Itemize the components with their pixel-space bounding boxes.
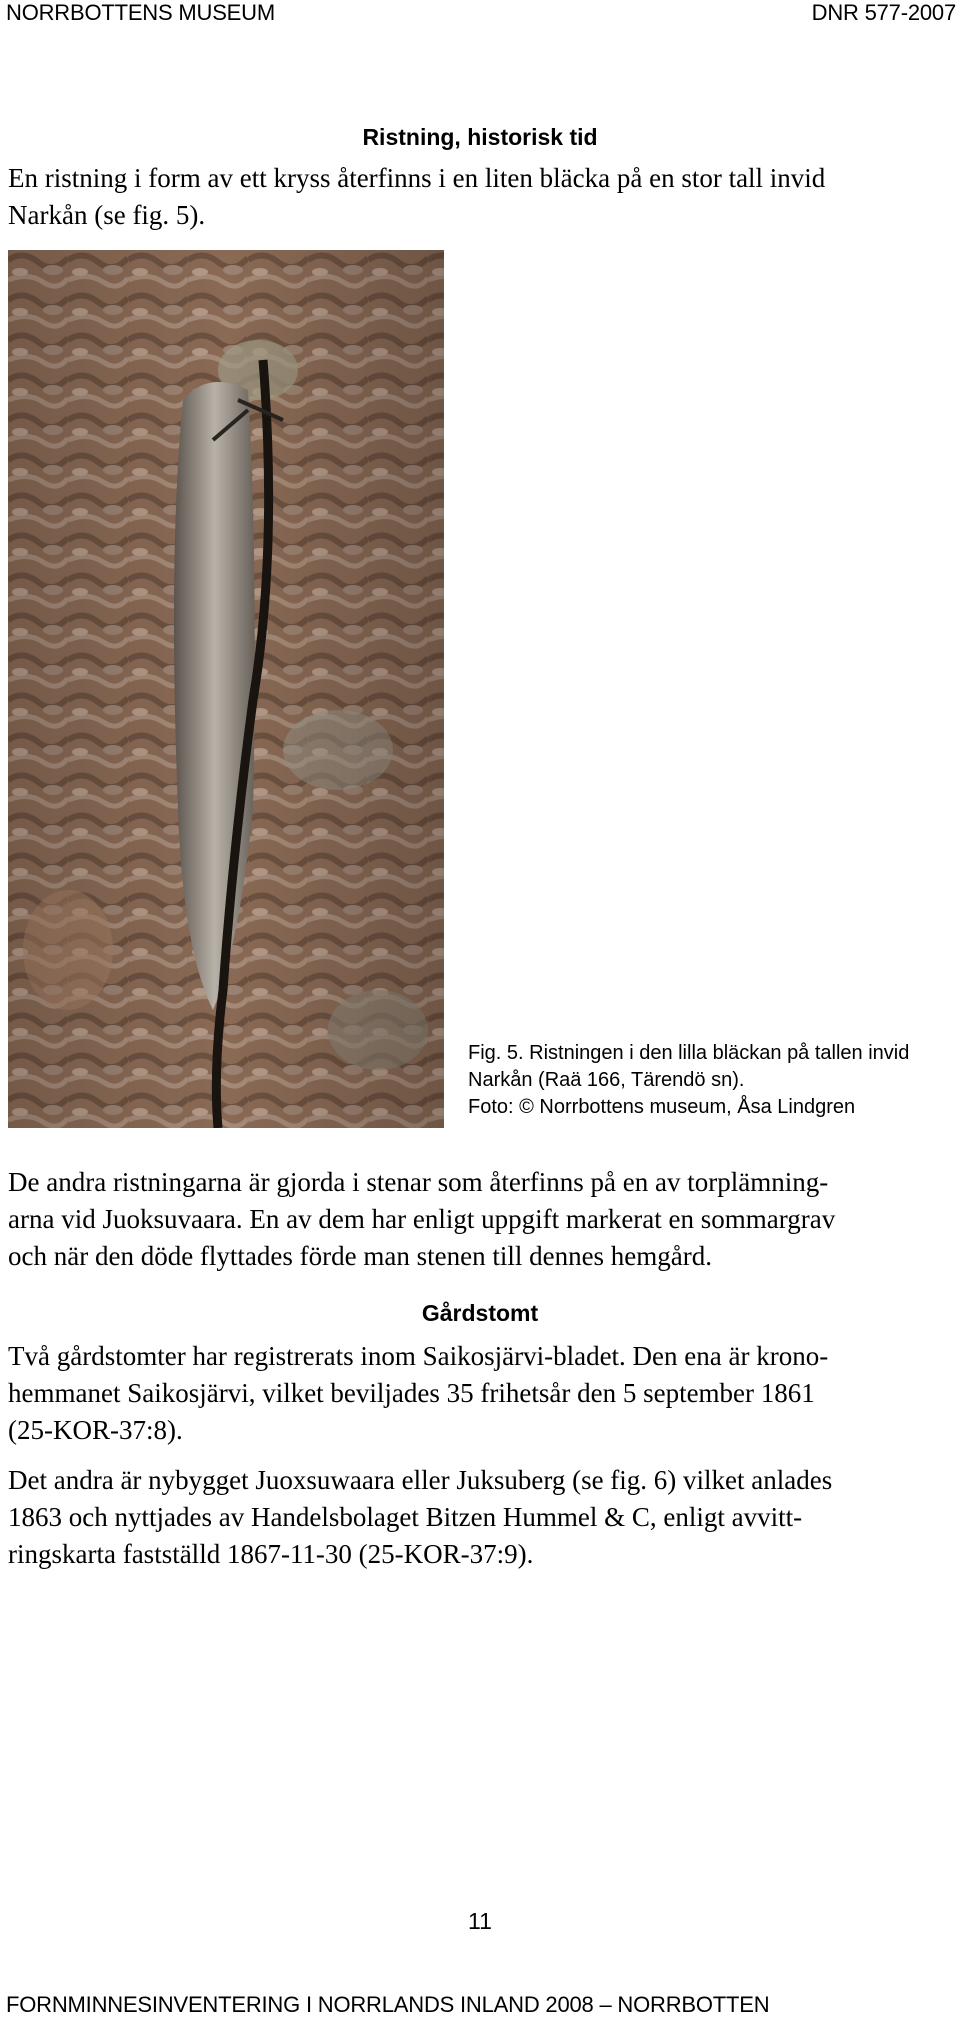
text-line: Narkån (se fig. 5). bbox=[8, 200, 206, 230]
bark-image bbox=[8, 250, 444, 1128]
running-header-right: DNR 577-2007 bbox=[811, 0, 956, 25]
text-line: De andra ristningarna är gjorda i stenar som återfinns på en av torplämning- bbox=[8, 1167, 829, 1197]
text-line: Två gårdstomter har registrerats inom Saikosjärvi-bladet. Den ena är krono- bbox=[8, 1341, 829, 1371]
paragraph-gardstomter bbox=[8, 1338, 956, 1449]
text-line: hemmanet Saikosjärvi, vilket beviljades 35 frihetsår den 5 september 1861 bbox=[8, 1378, 815, 1408]
text-line: arna vid Juoksuvaara. En av dem har enligt uppgift markerat en sommargrav bbox=[8, 1204, 836, 1234]
caption-line: Narkån (Raä 166, Tärendö sn). bbox=[468, 1069, 745, 1091]
caption-line: Foto: © Norrbottens museum, Åsa Lindgren bbox=[468, 1096, 856, 1118]
text-line: En ristning i form av ett kryss återfinns i en liten bläcka på en stor tall invid bbox=[8, 163, 826, 193]
text-line: (25-KOR-37:8). bbox=[8, 1415, 183, 1445]
running-footer: FORNMINNESINVENTERING I NORRLANDS INLAND 2008 – NORRBOTTEN bbox=[6, 1992, 770, 2017]
paragraph-ristning bbox=[8, 160, 956, 234]
page-number: 11 bbox=[468, 1908, 492, 1934]
text-line: Det andra är nybygget Juoxsuwaara eller Juksuberg (se fig. 6) vilket anlades bbox=[8, 1465, 833, 1495]
text-line: ringskarta fastställd 1867-11-30 (25-KOR-37:9). bbox=[8, 1539, 534, 1569]
text-line: 1863 och nyttjades av Handelsbolaget Bitzen Hummel & C, enligt avvitt- bbox=[8, 1502, 803, 1532]
text-line: och när den döde flyttades förde man stenen till dennes hemgård. bbox=[8, 1241, 713, 1271]
paragraph-nybygget bbox=[8, 1462, 956, 1573]
tree-bark-photo bbox=[8, 250, 444, 1128]
running-header-left: NORRBOTTENS MUSEUM bbox=[6, 0, 275, 25]
section-heading-gardstomt: Gårdstomt bbox=[421, 1300, 539, 1326]
figure-caption bbox=[468, 1040, 948, 1121]
section-heading-ristning: Ristning, historisk tid bbox=[362, 124, 598, 150]
paragraph-torplamningar bbox=[8, 1164, 956, 1275]
caption-line: Fig. 5. Ristningen i den lilla bläckan på tallen invid bbox=[468, 1042, 910, 1064]
